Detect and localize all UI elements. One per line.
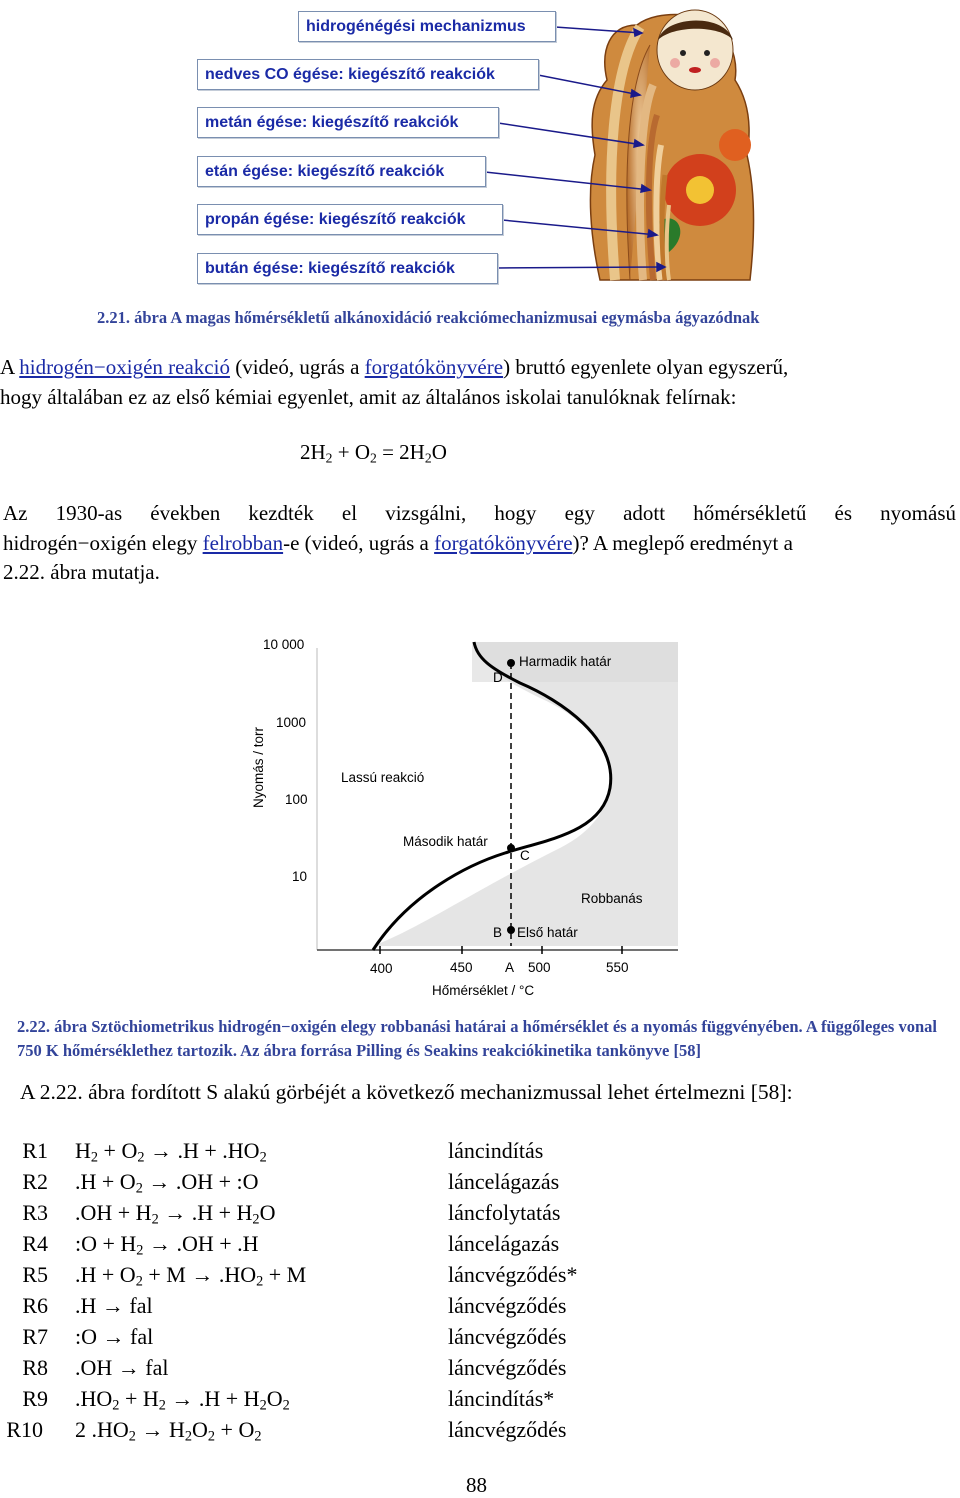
reaction-row	[0, 1200, 960, 1231]
paragraph-2: Az 1930-as években kezdték el vizsgálni, hogy egy adott hőmérsékletű és nyomású hidrogén−oxigén elegy felrobban-e (videó, ugrás a forgatókönyvére)? A meglepő eredményt a 2.22. ábra mutatja.	[3, 501, 956, 584]
reaction-type: láncvégződés	[448, 1324, 567, 1349]
y-tick-1000: 1000	[276, 715, 307, 730]
reaction-type: láncindítás	[448, 1138, 544, 1163]
reaction-id: R1	[22, 1138, 48, 1163]
x-tick-500: 500	[528, 960, 551, 975]
reaction-equation: $H_2 + O_2 \to .H + .HO_2$	[75, 1138, 267, 1166]
reaction-equation: $.OH + H_2 \to .H + H_2O$	[75, 1200, 276, 1228]
label-third-limit: Harmadik határ	[519, 654, 612, 669]
label-slow-reaction: Lassú reakció	[341, 770, 425, 785]
y-tick-100: 100	[285, 792, 308, 807]
figure-caption-2-22: 2.22. ábra Sztöchiometrikus hidrogén−oxigén elegy robbanási határai a hőmérséklet és a nyomás függvényében. A függőleges vonal 750 K hőmérséklethez tartozik. Az ábra forrása Pilling és Seakins reakciókinetika tankönyve [58]	[17, 1017, 937, 1060]
reaction-id: R6	[22, 1293, 48, 1318]
reaction-row	[0, 1355, 960, 1386]
reaction-equation: $.H + O_2 + M \to .HO_2 + M$	[75, 1262, 307, 1290]
reaction-id: R3	[22, 1200, 48, 1225]
gross-equation: $2H_2 + O_2 = 2H_2O$	[300, 440, 447, 466]
reaction-row	[0, 1386, 960, 1417]
mechanism-box-propane: propán égése: kiegészítő reakciók	[197, 204, 503, 235]
reaction-type: láncelágazás	[448, 1169, 560, 1194]
reaction-type: láncvégződés	[448, 1355, 567, 1380]
mechanism-box-butane: bután égése: kiegészítő reakciók	[197, 253, 498, 284]
reaction-type: láncelágazás	[448, 1231, 560, 1256]
y-axis-label: Nyomás / torr	[251, 726, 266, 808]
paragraph-1: A hidrogén−oxigén reakció (videó, ugrás a forgatókönyvére) bruttó egyenlete olyan egyszerű, hogy általában ez az első kémiai egyenlet, amit az általános iskolai tanulóknak felírnak:	[0, 355, 789, 409]
y-tick-10000: 10 000	[263, 637, 305, 652]
mechanism-box-methane: metán égése: kiegészítő reakciók	[197, 107, 499, 138]
label-second-limit: Második határ	[403, 834, 488, 849]
reaction-equation: .H → fal	[75, 1293, 153, 1318]
point-third-limit	[507, 659, 515, 667]
reaction-id: R4	[22, 1231, 48, 1256]
link-hydrogen-oxygen-reaction[interactable]: hidrogén−oxigén reakció	[19, 355, 230, 379]
reaction-type: láncvégződés	[448, 1417, 567, 1442]
reaction-type: láncvégződés*	[448, 1262, 578, 1287]
reaction-id: R7	[22, 1324, 48, 1349]
reaction-equation: :O → fal	[75, 1324, 154, 1349]
page-number: 88	[466, 1473, 487, 1497]
matryoshka-doll-image	[195, 5, 755, 290]
reaction-type: láncvégződés	[448, 1293, 567, 1318]
link-explode[interactable]: felrobban	[202, 530, 284, 555]
reaction-type: láncfolytatás	[448, 1200, 561, 1225]
point-second-limit	[507, 844, 515, 852]
figure-caption-2-21: 2.21. ábra A magas hőmérsékletű alkánoxidáció reakciómechanizmusai egymásba ágyazódnak	[97, 308, 760, 327]
point-label-c: C	[520, 848, 530, 863]
reaction-equation: :O + $H_2 \to .OH + .H$	[75, 1231, 259, 1259]
point-label-a: A	[505, 960, 515, 975]
reaction-row	[0, 1417, 960, 1448]
link-screenplay[interactable]: forgatókönyvére	[364, 355, 504, 379]
reaction-equation: $.H + O_2 \to .OH$ + :O	[75, 1169, 259, 1197]
link-screenplay-2[interactable]: forgatókönyvére	[434, 530, 573, 555]
reaction-id: R5	[22, 1262, 48, 1287]
reaction-row	[0, 1324, 960, 1355]
x-axis-label: Hőmérséklet / °C	[432, 983, 535, 998]
reaction-row	[0, 1262, 960, 1293]
point-label-b: B	[493, 925, 503, 940]
reaction-row	[0, 1169, 960, 1200]
label-explosion: Robbanás	[581, 891, 643, 906]
mechanism-box-ethane: etán égése: kiegészítő reakciók	[197, 156, 486, 187]
reaction-id: R2	[22, 1169, 48, 1194]
figure-2-21	[195, 5, 755, 290]
reaction-row	[0, 1138, 960, 1169]
mechanism-box-co: nedves CO égése: kiegészítő reakciók	[197, 59, 539, 90]
reaction-id: R8	[22, 1355, 48, 1380]
paragraph-3: A 2.22. ábra fordított S alakú görbéjét a következő mechanizmussal lehet értelmezni [58]:	[20, 1080, 793, 1104]
reaction-row	[0, 1293, 960, 1324]
point-label-d: D	[493, 670, 503, 685]
mechanism-box-hydrogen: hidrogénégési mechanizmus	[298, 11, 556, 42]
explosion-limits-chart	[240, 628, 700, 1003]
x-tick-400: 400	[370, 961, 393, 976]
label-first-limit: Első határ	[517, 925, 578, 940]
reaction-list	[0, 1138, 960, 1458]
x-tick-550: 550	[606, 960, 629, 975]
reaction-equation: 2 $.HO_2 \to H_2O_2 + O_2$	[75, 1417, 262, 1445]
reaction-equation: .OH → fal	[75, 1355, 169, 1380]
reaction-id: R10	[6, 1417, 43, 1442]
x-tick-450: 450	[450, 960, 473, 975]
point-first-limit	[507, 926, 515, 934]
y-tick-10: 10	[292, 869, 308, 884]
reaction-equation: $.HO_2 + H_2 \to .H + H_2O_2$	[75, 1386, 290, 1414]
reaction-row	[0, 1231, 960, 1262]
reaction-type: láncindítás*	[448, 1386, 555, 1411]
reaction-id: R9	[22, 1386, 48, 1411]
